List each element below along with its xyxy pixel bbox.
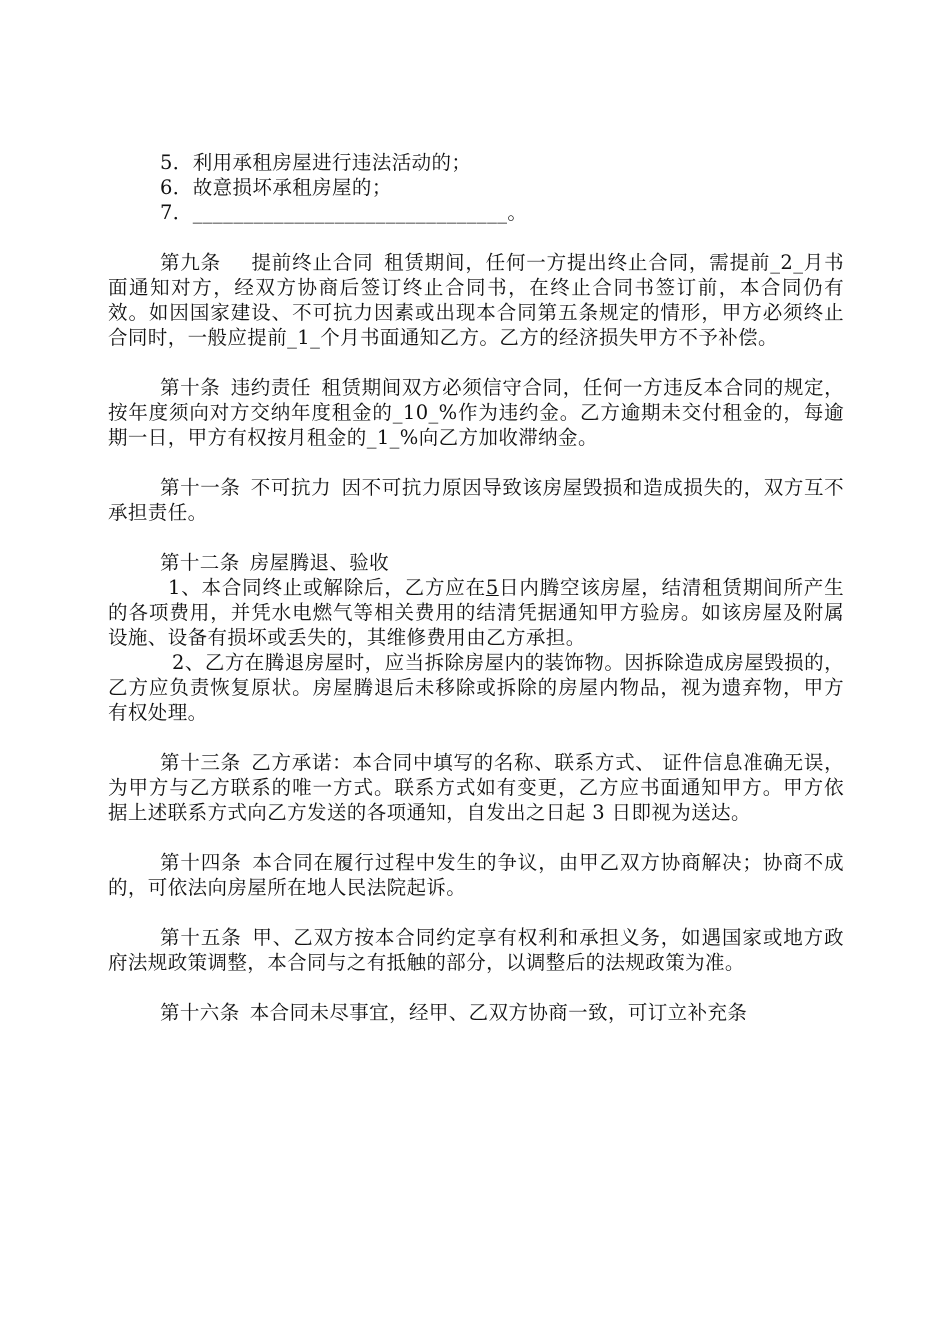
item-text: 1、本合同终止或解除后，乙方应在 [168, 576, 486, 599]
list-item-text: 故意损坏承租房屋的； [192, 176, 392, 199]
item-text: 日内腾空该房屋，结清租赁期间所产生的各项费用，并凭水电燃气等相关费用的结清凭据通知甲方验房。如该房屋及附属设施、设备有损坏或丢失的，其维修费用由乙方承担。 [108, 576, 844, 649]
article-body: 作为违约金。乙方逾期未交付租金的，每逾期一日，甲方有权按月租金的 [108, 401, 844, 449]
article-heading: 第十六条 [160, 1001, 240, 1024]
article-body: 甲、乙双方按本合同约定享有权利和承担义务，如遇国家或地方政府法规政策调整，本合同与之有抵触的部分，以调整后的法规政策为准。 [108, 926, 844, 974]
list-item-5 [108, 150, 844, 175]
contract-page [108, 150, 844, 1025]
article-body: 因不可抗力原因导致该房屋毁损和造成损失的，双方互不承担责任。 [108, 476, 844, 524]
article-heading: 第十四条 [160, 851, 242, 874]
article-16 [108, 1000, 844, 1025]
article-title: 违约责任 [230, 376, 312, 399]
article-body: 乙方承诺：本合同中填写的名称、联系方式、 证件信息准确无误，为甲方与乙方联系的唯一方式。联系方式如有变更，乙方应书面通知甲方。甲方依据上述联系方式向乙方发送的各项通知，自发出之日起 3 日即视为送达。 [108, 751, 844, 824]
article-title: 房屋腾退、验收 [249, 551, 390, 574]
article-body: 租赁期间，任何一方提出终止合同，需提前 [383, 251, 771, 274]
list-item-number: 6． [160, 176, 193, 199]
article-heading: 第十三条 [160, 751, 241, 774]
article-body: 租赁期间双方必须信守合同，任何一方违反本合同的规定，按年度须向对方交纳年度租金的 [108, 376, 844, 424]
article-heading: 第九条 [160, 251, 221, 274]
late-fee-rate-field: _1_% [366, 426, 419, 449]
article-heading: 第十一条 [160, 476, 241, 499]
article-12-heading-line [108, 550, 844, 575]
list-item-7 [108, 200, 844, 225]
article-15 [108, 925, 844, 975]
list-item-number: 7． [160, 201, 193, 224]
list-item-text: _______________________________。 [192, 201, 528, 224]
article-13 [108, 750, 844, 825]
article-heading: 第十二条 [160, 551, 240, 574]
article-body: 本合同未尽事宜，经甲、乙双方协商一致，可订立补充条 [249, 1001, 748, 1024]
notice-months-field: _1_ [287, 326, 321, 349]
list-item-text: 利用承租房屋进行违法活动的； [192, 151, 472, 174]
notice-months-field: _2_ [770, 251, 804, 274]
article-body: 向乙方加收滞纳金。 [418, 426, 598, 449]
list-item-number: 5． [160, 151, 193, 174]
article-11 [108, 475, 844, 525]
article-12-item-2 [108, 650, 844, 725]
article-body: 月书面通知对方，经双方协商后签订终止合同书，在终止合同书签订前，本合同仍有效。如因国家建设、不可抗力因素或出现本合同第五条规定的情形，甲方必须终止合同时，一般应提前 [108, 251, 844, 349]
article-body: 个月书面通知乙方。乙方的经济损失甲方不予补偿。 [320, 326, 778, 349]
article-title: 提前终止合同 [251, 251, 374, 274]
article-12-item-1 [108, 575, 844, 650]
item-text: 2、乙方在腾退房屋时，应当拆除房屋内的装饰物。因拆除造成房屋毁损的，乙方应负责恢复原状。房屋腾退后未移除或拆除的房屋内物品，视为遗弃物，甲方有权处理。 [108, 651, 844, 724]
article-14 [108, 850, 844, 900]
vacate-days-field: 5 [485, 576, 499, 599]
list-item-6 [108, 175, 844, 200]
article-10 [108, 375, 844, 450]
penalty-rate-field: _10_% [392, 401, 458, 424]
article-9 [108, 250, 844, 350]
article-title: 不可抗力 [250, 476, 332, 499]
article-body: 本合同在履行过程中发生的争议，由甲乙双方协商解决；协商不成的，可依法向房屋所在地人民法院起诉。 [108, 851, 844, 899]
article-heading: 第十条 [160, 376, 221, 399]
article-heading: 第十五条 [160, 926, 242, 949]
